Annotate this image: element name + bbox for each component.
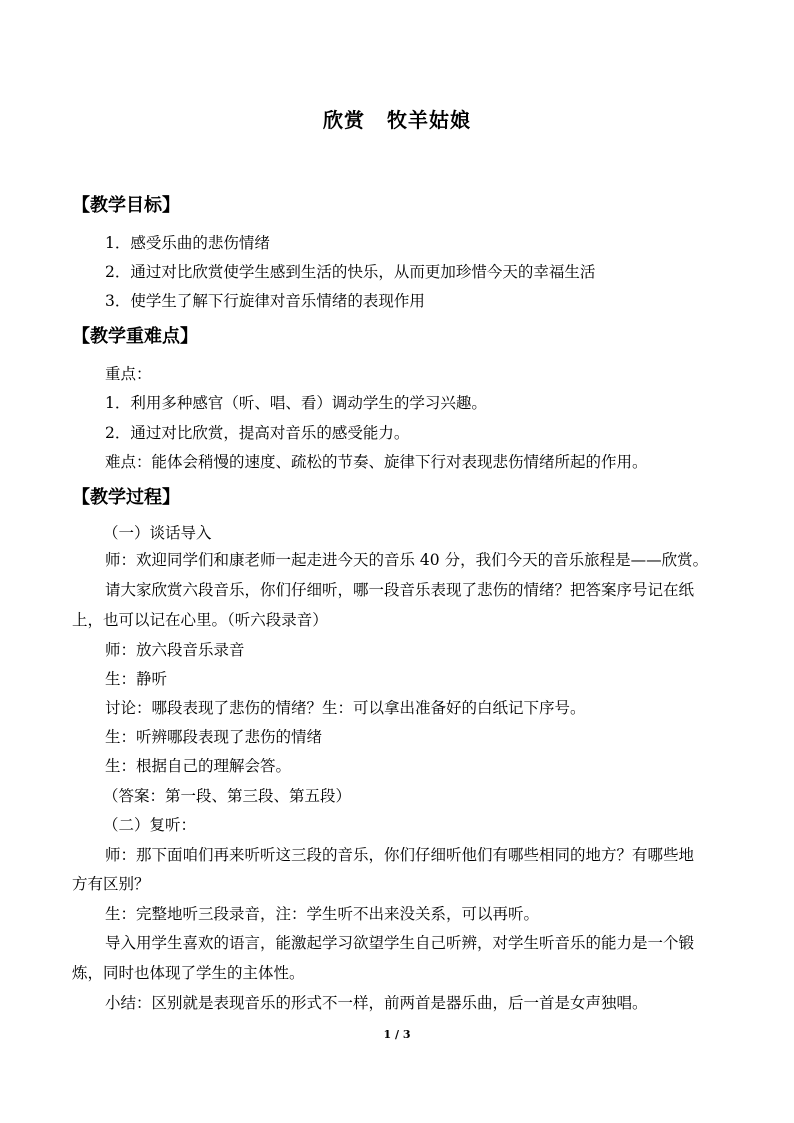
process-line: 小结：区别就是表现音乐的形式不一样，前两首是器乐曲，后一首是女声独唱。: [105, 994, 648, 1012]
difficulty-line: 难点：能体会稍慢的速度、疏松的节奏、旋律下行对表现悲伤情绪所起的作用。: [105, 453, 648, 471]
title-part-2: 牧羊姑娘: [387, 108, 471, 132]
process-line: 生：静听: [105, 670, 168, 688]
process-line: 讨论：哪段表现了悲伤的情绪？生：可以拿出准备好的白纸记下序号。: [105, 699, 586, 717]
objectives-heading: 【教学目标】: [72, 195, 180, 216]
process-line: （二）复听：: [103, 816, 197, 834]
page-number: 1 / 3: [383, 1028, 411, 1041]
keypoint-item: 1．利用多种感官（听、唱、看）调动学生的学习兴趣。: [105, 394, 487, 412]
process-line: 导入用学生喜欢的语言，能激起学习欲望学生自己听辨，对学生听音乐的能力是一个锻: [105, 934, 695, 952]
page-title: [0, 104, 794, 133]
process-line: 师：那下面咱们再来听听这三段的音乐，你们仔细听他们有哪些相同的地方？有哪些地: [105, 846, 695, 864]
keypoint-item: 2．通过对比欣赏，提高对音乐的感受能力。: [105, 424, 410, 442]
objective-item: 1．感受乐曲的悲伤情绪: [105, 234, 270, 252]
keypoint-label: 重点：: [105, 365, 152, 383]
process-line: （一）谈话导入: [103, 524, 212, 542]
process-line: 方有区别？: [72, 875, 150, 893]
process-line: 生：完整地听三段录音，注：学生听不出来没关系，可以再听。: [105, 905, 540, 923]
keypoints-heading: 【教学重难点】: [72, 326, 198, 347]
process-line: 请大家欣赏六段音乐，你们仔细听，哪一段音乐表现了悲伤的情绪？把答案序号记在纸: [105, 581, 695, 599]
title-part-1: 欣赏: [323, 108, 365, 132]
process-line: 师：欢迎同学们和康老师一起走进今天的音乐 40 分，我们今天的音乐旅程是——欣赏。: [105, 551, 709, 569]
process-line: （答案：第一段、第三段、第五段）: [103, 787, 352, 805]
process-line: 生：根据自己的理解会答。: [105, 757, 292, 775]
objective-item: 2．通过对比欣赏使学生感到生活的快乐，从而更加珍惜今天的幸福生活: [105, 263, 596, 281]
process-line: 炼，同时也体现了学生的主体性。: [72, 964, 305, 982]
process-line: 师：放六段音乐录音: [105, 641, 245, 659]
process-line: 上，也可以记在心里。（听六段录音）: [72, 611, 328, 629]
process-heading: 【教学过程】: [72, 487, 180, 508]
process-line: 生：听辨哪段表现了悲伤的情绪: [105, 728, 323, 746]
objective-item: 3．使学生了解下行旋律对音乐情绪的表现作用: [105, 292, 425, 310]
